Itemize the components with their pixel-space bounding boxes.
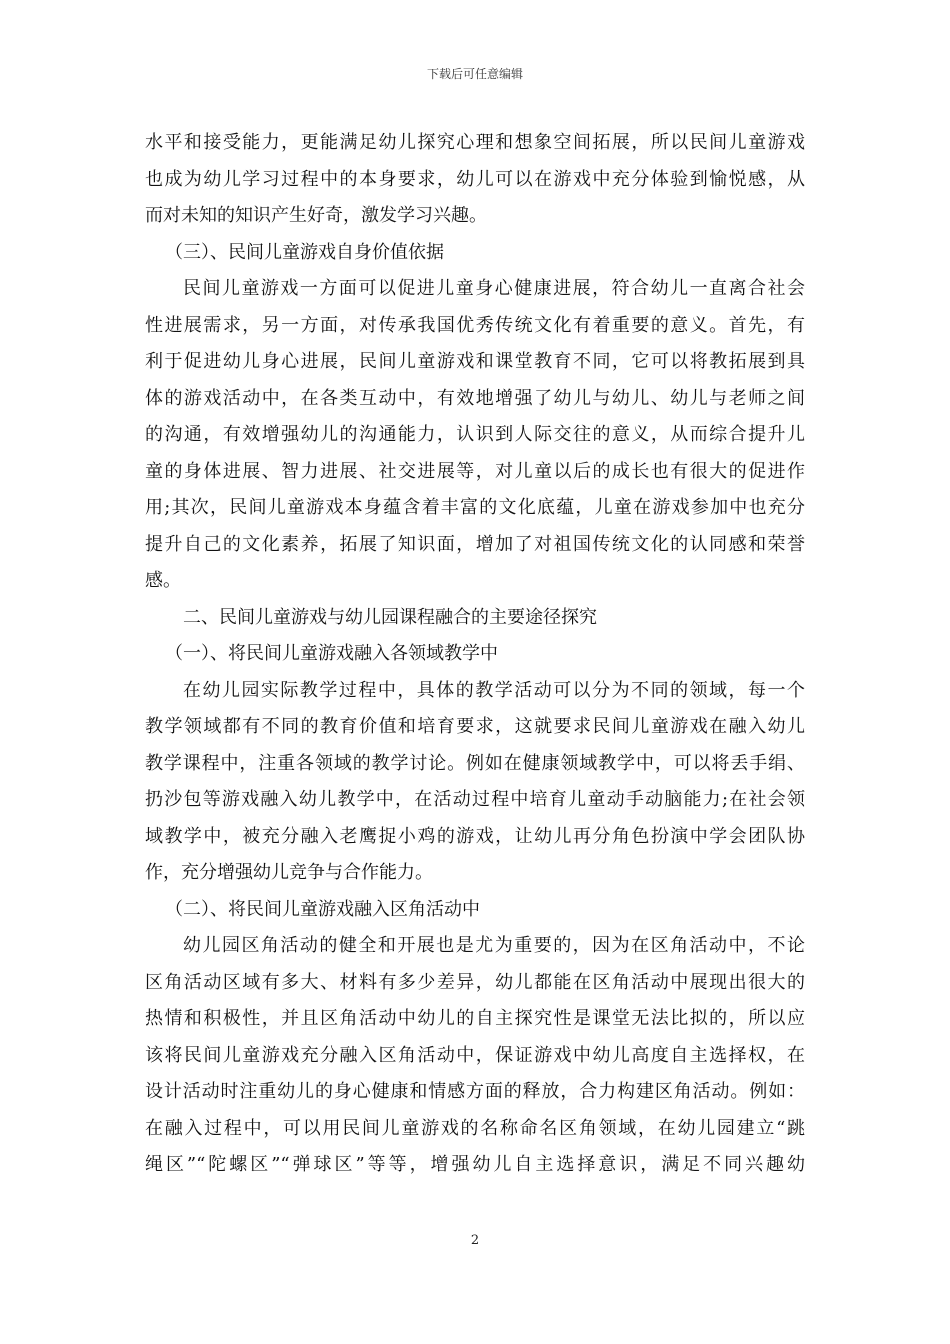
text-line: 该将民间儿童游戏充分融入区角活动中，保证游戏中幼儿高度自主选择权，在 [145,1044,805,1066]
text-line: 体的游戏活动中，在各类互动中，有效地增强了幼儿与幼儿、幼儿与老师之间 [145,387,805,409]
text-line: 感。 [145,570,181,591]
text-line: 而对未知的知识产生好奇，激发学习兴趣。 [145,205,487,226]
text-line: 设计活动时注重幼儿的身心健康和情感方面的释放，合力构建区角活动。例如： [145,1081,805,1102]
text-line: 在融入过程中，可以用民间儿童游戏的名称命名区角领域，在幼儿园建立“跳 [145,1117,805,1139]
section-heading: （三）、民间儿童游戏自身价值依据 [165,241,444,263]
text-line: 教学课程中，注重各领域的教学讨论。例如在健康领域教学中，可以将丢手绢、 [145,752,805,774]
text-line: 民间儿童游戏一方面可以促进儿童身心健康进展，符合幼儿一直离合社会 [183,278,805,299]
page-header: 下载后可任意编辑 [426,67,523,81]
text-line: 幼儿园区角活动的健全和开展也是尤为重要的，因为在区角活动中，不论 [183,935,805,956]
document-body [145,125,805,1184]
chapter-heading: 二、民间儿童游戏与幼儿园课程融合的主要途径探究 [183,606,597,628]
text-line: 利于促进幼儿身心进展，民间儿童游戏和课堂教育不同，它可以将教拓展到具 [145,351,805,372]
text-line: 域教学中，被充分融入老鹰捉小鸡的游戏，让幼儿再分角色扮演中学会团队协 [145,825,805,847]
text-line: 扔沙包等游戏融入幼儿教学中，在活动过程中培育儿童动手动脑能力;在社会领 [145,789,805,810]
text-line: 区角活动区域有多大、材料有多少差异，幼儿都能在区角活动中展现出很大的 [145,971,805,993]
section-heading: （二）、将民间儿童游戏融入区角活动中 [165,898,480,920]
text-line: 的沟通，有效增强幼儿的沟通能力，认识到人际交往的意义，从而综合提升儿 [145,424,805,445]
text-line: 热情和积极性，并且区角活动中幼儿的自主探究性是课堂无法比拟的，所以应 [145,1008,805,1029]
page-number: 2 [470,1233,480,1248]
text-line: 性进展需求，另一方面，对传承我国优秀传统文化有着重要的意义。首先，有 [145,314,805,336]
text-line: 提升自己的文化素养，拓展了知识面，增加了对祖国传统文化的认同感和荣誉 [145,533,805,555]
text-line: 水平和接受能力，更能满足幼儿探究心理和想象空间拓展，所以民间儿童游戏 [145,132,805,153]
text-line: 童的身体进展、智力进展、社交进展等，对儿童以后的成长也有很大的促进作 [145,460,805,482]
text-line: 绳区”“陀螺区”“弹球区”等等，增强幼儿自主选择意识，满足不同兴趣幼 [145,1154,805,1175]
text-line: 也成为幼儿学习过程中的本身要求，幼儿可以在游戏中充分体验到愉悦感，从 [145,168,805,190]
text-line: 在幼儿园实际教学过程中，具体的教学活动可以分为不同的领域，每一个 [183,679,805,701]
text-line: 作，充分增强幼儿竞争与合作能力。 [145,862,433,883]
text-line: 教学领域都有不同的教育价值和培育要求，这就要求民间儿童游戏在融入幼儿 [145,716,805,737]
text-line: 用;其次，民间儿童游戏本身蕴含着丰富的文化底蕴，儿童在游戏参加中也充分 [145,497,805,518]
section-heading: （一）、将民间儿童游戏融入各领域教学中 [165,643,498,664]
